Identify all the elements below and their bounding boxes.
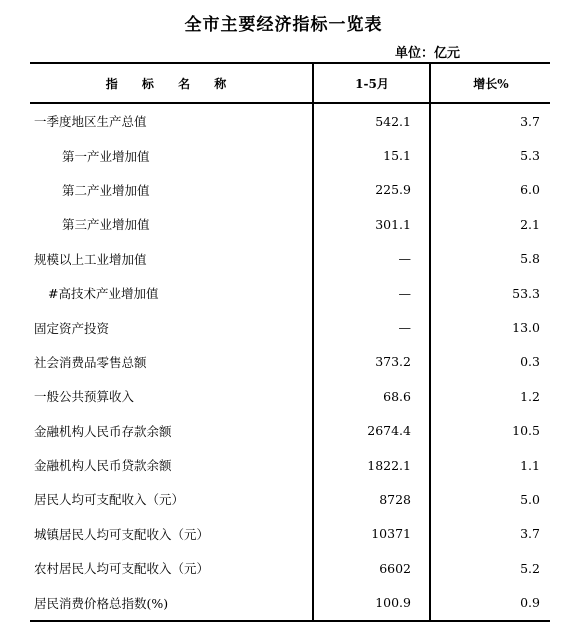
header-growth: 增长%: [430, 63, 550, 103]
row-growth: 3.7: [430, 517, 550, 551]
header-indicator-name: 指 标 名 称: [30, 63, 313, 103]
row-value: 15.1: [313, 138, 430, 172]
row-value: 68.6: [313, 379, 430, 413]
row-name: 社会消费品零售总额: [34, 354, 147, 370]
row-name: 第二产业增加值: [62, 182, 150, 198]
table-row: [30, 345, 550, 379]
row-value: —: [313, 310, 430, 344]
row-value: 301.1: [313, 207, 430, 241]
row-value: 373.2: [313, 345, 430, 379]
row-growth: 5.3: [430, 138, 550, 172]
row-name: 一般公共预算收入: [34, 389, 135, 405]
row-growth: 13.0: [430, 310, 550, 344]
table-row: [30, 585, 550, 620]
table-row: [30, 310, 550, 344]
row-name: 第一产业增加值: [62, 148, 150, 164]
row-value: 8728: [313, 482, 430, 516]
table-row: [30, 276, 550, 310]
table-title: 全市主要经济指标一览表: [184, 15, 383, 35]
row-name: 规模以上工业增加值: [34, 251, 147, 267]
row-growth: 0.9: [430, 585, 550, 620]
table-row: [30, 138, 550, 172]
row-growth: 53.3: [430, 276, 550, 310]
table-row: [30, 482, 550, 516]
row-name: 金融机构人民币贷款余额: [34, 458, 172, 474]
row-growth: 5.0: [430, 482, 550, 516]
table-row: [30, 517, 550, 551]
row-growth: 3.7: [430, 103, 550, 138]
row-name: 居民消费价格总指数(%): [30, 585, 313, 620]
unit-label: 单位：亿元: [395, 46, 461, 61]
row-name: #高技术产业增加值: [48, 286, 159, 302]
row-name: 居民人均可支配收入（元）: [34, 492, 185, 508]
row-growth: 1.2: [430, 379, 550, 413]
row-value: —: [313, 276, 430, 310]
row-growth: 10.5: [430, 414, 550, 448]
table-row: [30, 414, 550, 448]
row-value: 10371: [313, 517, 430, 551]
row-value: 100.9: [313, 585, 430, 620]
header-period: 1-5月: [313, 63, 430, 103]
row-value: 225.9: [313, 173, 430, 207]
row-growth: 1.1: [430, 448, 550, 482]
row-value: 2674.4: [313, 414, 430, 448]
table-row: [30, 551, 550, 585]
indicator-table: [30, 62, 550, 622]
row-name: 金融机构人民币存款余额: [34, 423, 172, 439]
row-name: 第三产业增加值: [62, 217, 150, 233]
row-growth: 6.0: [430, 173, 550, 207]
table-row: [30, 103, 550, 138]
row-name: 固定资产投资: [34, 320, 110, 336]
table-row: [30, 242, 550, 276]
row-name: 农村居民人均可支配收入（元）: [34, 561, 210, 577]
row-growth: 2.1: [430, 207, 550, 241]
row-name: 一季度地区生产总值: [34, 114, 147, 130]
table-row: [30, 207, 550, 241]
row-growth: 5.2: [430, 551, 550, 585]
row-value: —: [313, 242, 430, 276]
row-growth: 0.3: [430, 345, 550, 379]
row-value: 1822.1: [313, 448, 430, 482]
table-row: [30, 173, 550, 207]
row-value: 542.1: [313, 103, 430, 138]
table-row: [30, 448, 550, 482]
row-value: 6602: [313, 551, 430, 585]
table-row: [30, 379, 550, 413]
header-row: [30, 63, 550, 103]
row-name: 城镇居民人均可支配收入（元）: [34, 526, 210, 542]
row-growth: 5.8: [430, 242, 550, 276]
